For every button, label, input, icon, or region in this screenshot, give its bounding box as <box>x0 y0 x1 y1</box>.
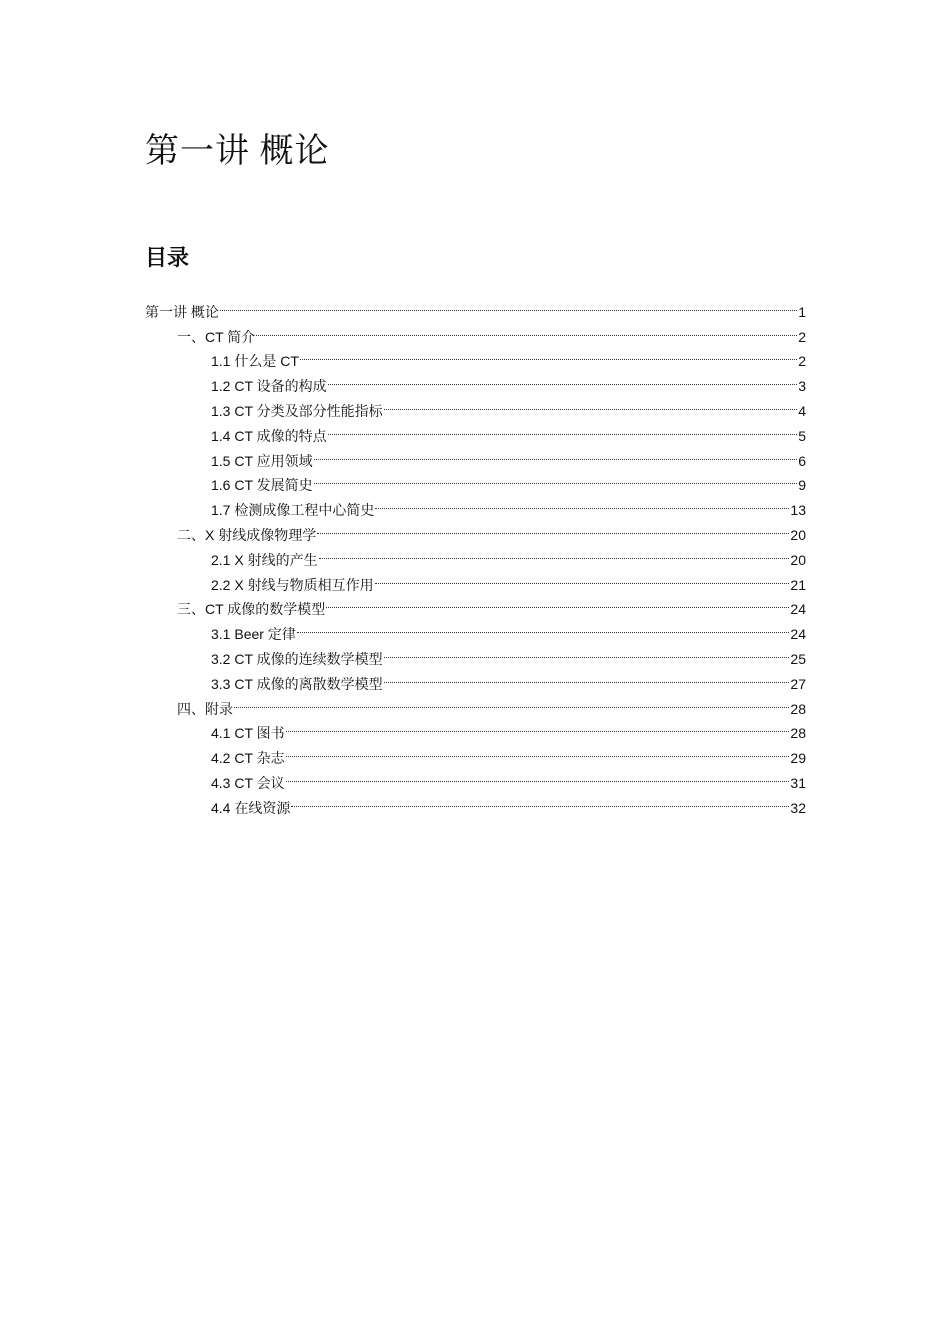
toc-entry-label: 4.1 CT 图书 <box>211 725 285 742</box>
toc-dot-leader <box>328 366 798 391</box>
toc-entry[interactable] <box>145 292 806 320</box>
toc-dot-leader <box>384 639 790 664</box>
toc-entry-page-number: 31 <box>790 774 806 791</box>
toc-entry-label: 1.6 CT 发展简史 <box>211 477 313 494</box>
toc-dot-leader <box>291 788 789 813</box>
toc-entry-page-number: 2 <box>798 353 806 370</box>
toc-entry-label: 二、X 射线成像物理学 <box>177 526 317 543</box>
toc-entry-label: 1.3 CT 分类及部分性能指标 <box>211 402 383 419</box>
toc-dot-leader <box>314 441 798 466</box>
toc-entry-page-number: 28 <box>790 725 806 742</box>
toc-entry-page-number: 6 <box>798 452 806 469</box>
toc-dot-leader <box>286 714 790 739</box>
toc-entry-label: 第一讲 概论 <box>145 303 219 320</box>
toc-dot-leader <box>256 317 797 342</box>
toc-heading: 目录 <box>145 245 190 270</box>
page-title: 第一讲 概论 <box>145 133 330 170</box>
toc-dot-leader <box>286 738 790 763</box>
toc-entry-page-number: 25 <box>790 650 806 667</box>
toc-entry-page-number: 2 <box>798 328 806 345</box>
toc-entry[interactable] <box>145 317 806 345</box>
toc-dot-leader <box>375 490 789 515</box>
toc-entry-page-number: 21 <box>790 576 806 593</box>
toc-dot-leader <box>328 416 798 441</box>
toc-dot-leader <box>317 515 789 540</box>
toc-entry-page-number: 1 <box>798 303 806 320</box>
toc-entry-label: 四、附录 <box>177 700 233 717</box>
toc-entry-label: 4.2 CT 杂志 <box>211 750 285 767</box>
toc-entry-page-number: 24 <box>790 601 806 618</box>
toc-entry-page-number: 4 <box>798 402 806 419</box>
toc-entry-page-number: 5 <box>798 427 806 444</box>
toc-entry-label: 3.1 Beer 定律 <box>211 626 296 643</box>
toc-entry-page-number: 29 <box>790 750 806 767</box>
toc-dot-leader <box>326 590 789 615</box>
toc-entry-page-number: 32 <box>790 799 806 816</box>
toc-entry-label: 3.2 CT 成像的连续数学模型 <box>211 650 383 667</box>
toc-entry[interactable] <box>145 689 806 717</box>
toc-entry-page-number: 20 <box>790 551 806 568</box>
toc-entry-label: 3.3 CT 成像的离散数学模型 <box>211 675 383 692</box>
toc-entry-label: 2.1 X 射线的产生 <box>211 551 318 568</box>
toc-dot-leader <box>300 342 797 367</box>
toc-dot-leader <box>314 466 798 491</box>
toc-dot-leader <box>234 689 789 714</box>
toc-entry-label: 1.1 什么是 CT <box>211 353 299 370</box>
toc-entry-page-number: 13 <box>790 502 806 519</box>
toc-entry-page-number: 9 <box>798 477 806 494</box>
toc-dot-leader <box>297 614 790 639</box>
toc-entry-label: 4.3 CT 会议 <box>211 774 285 791</box>
toc-entry-page-number: 20 <box>790 526 806 543</box>
toc-entry-page-number: 3 <box>798 378 806 395</box>
toc-dot-leader <box>384 391 798 416</box>
toc-entry[interactable] <box>145 714 806 742</box>
toc-entry-page-number: 24 <box>790 626 806 643</box>
toc-dot-leader <box>286 763 790 788</box>
toc-dot-leader <box>384 664 790 689</box>
toc-entry-label: 三、CT 成像的数学模型 <box>177 601 326 618</box>
toc-entry-label: 一、CT 简介 <box>177 328 256 345</box>
toc-entry-label: 2.2 X 射线与物质相互作用 <box>211 576 374 593</box>
toc-dot-leader <box>220 292 797 317</box>
toc-entry-label: 1.5 CT 应用领域 <box>211 452 313 469</box>
toc-dot-leader <box>319 540 790 565</box>
toc-dot-leader <box>375 565 790 590</box>
toc-entry-page-number: 27 <box>790 675 806 692</box>
toc-entry-page-number: 28 <box>790 700 806 717</box>
toc-entry-label: 1.2 CT 设备的构成 <box>211 378 327 395</box>
toc-entry-label: 1.7 检测成像工程中心简史 <box>211 502 375 519</box>
table-of-contents <box>145 292 806 816</box>
toc-entry-label: 1.4 CT 成像的特点 <box>211 427 327 444</box>
toc-entry-label: 4.4 在线资源 <box>211 799 291 816</box>
